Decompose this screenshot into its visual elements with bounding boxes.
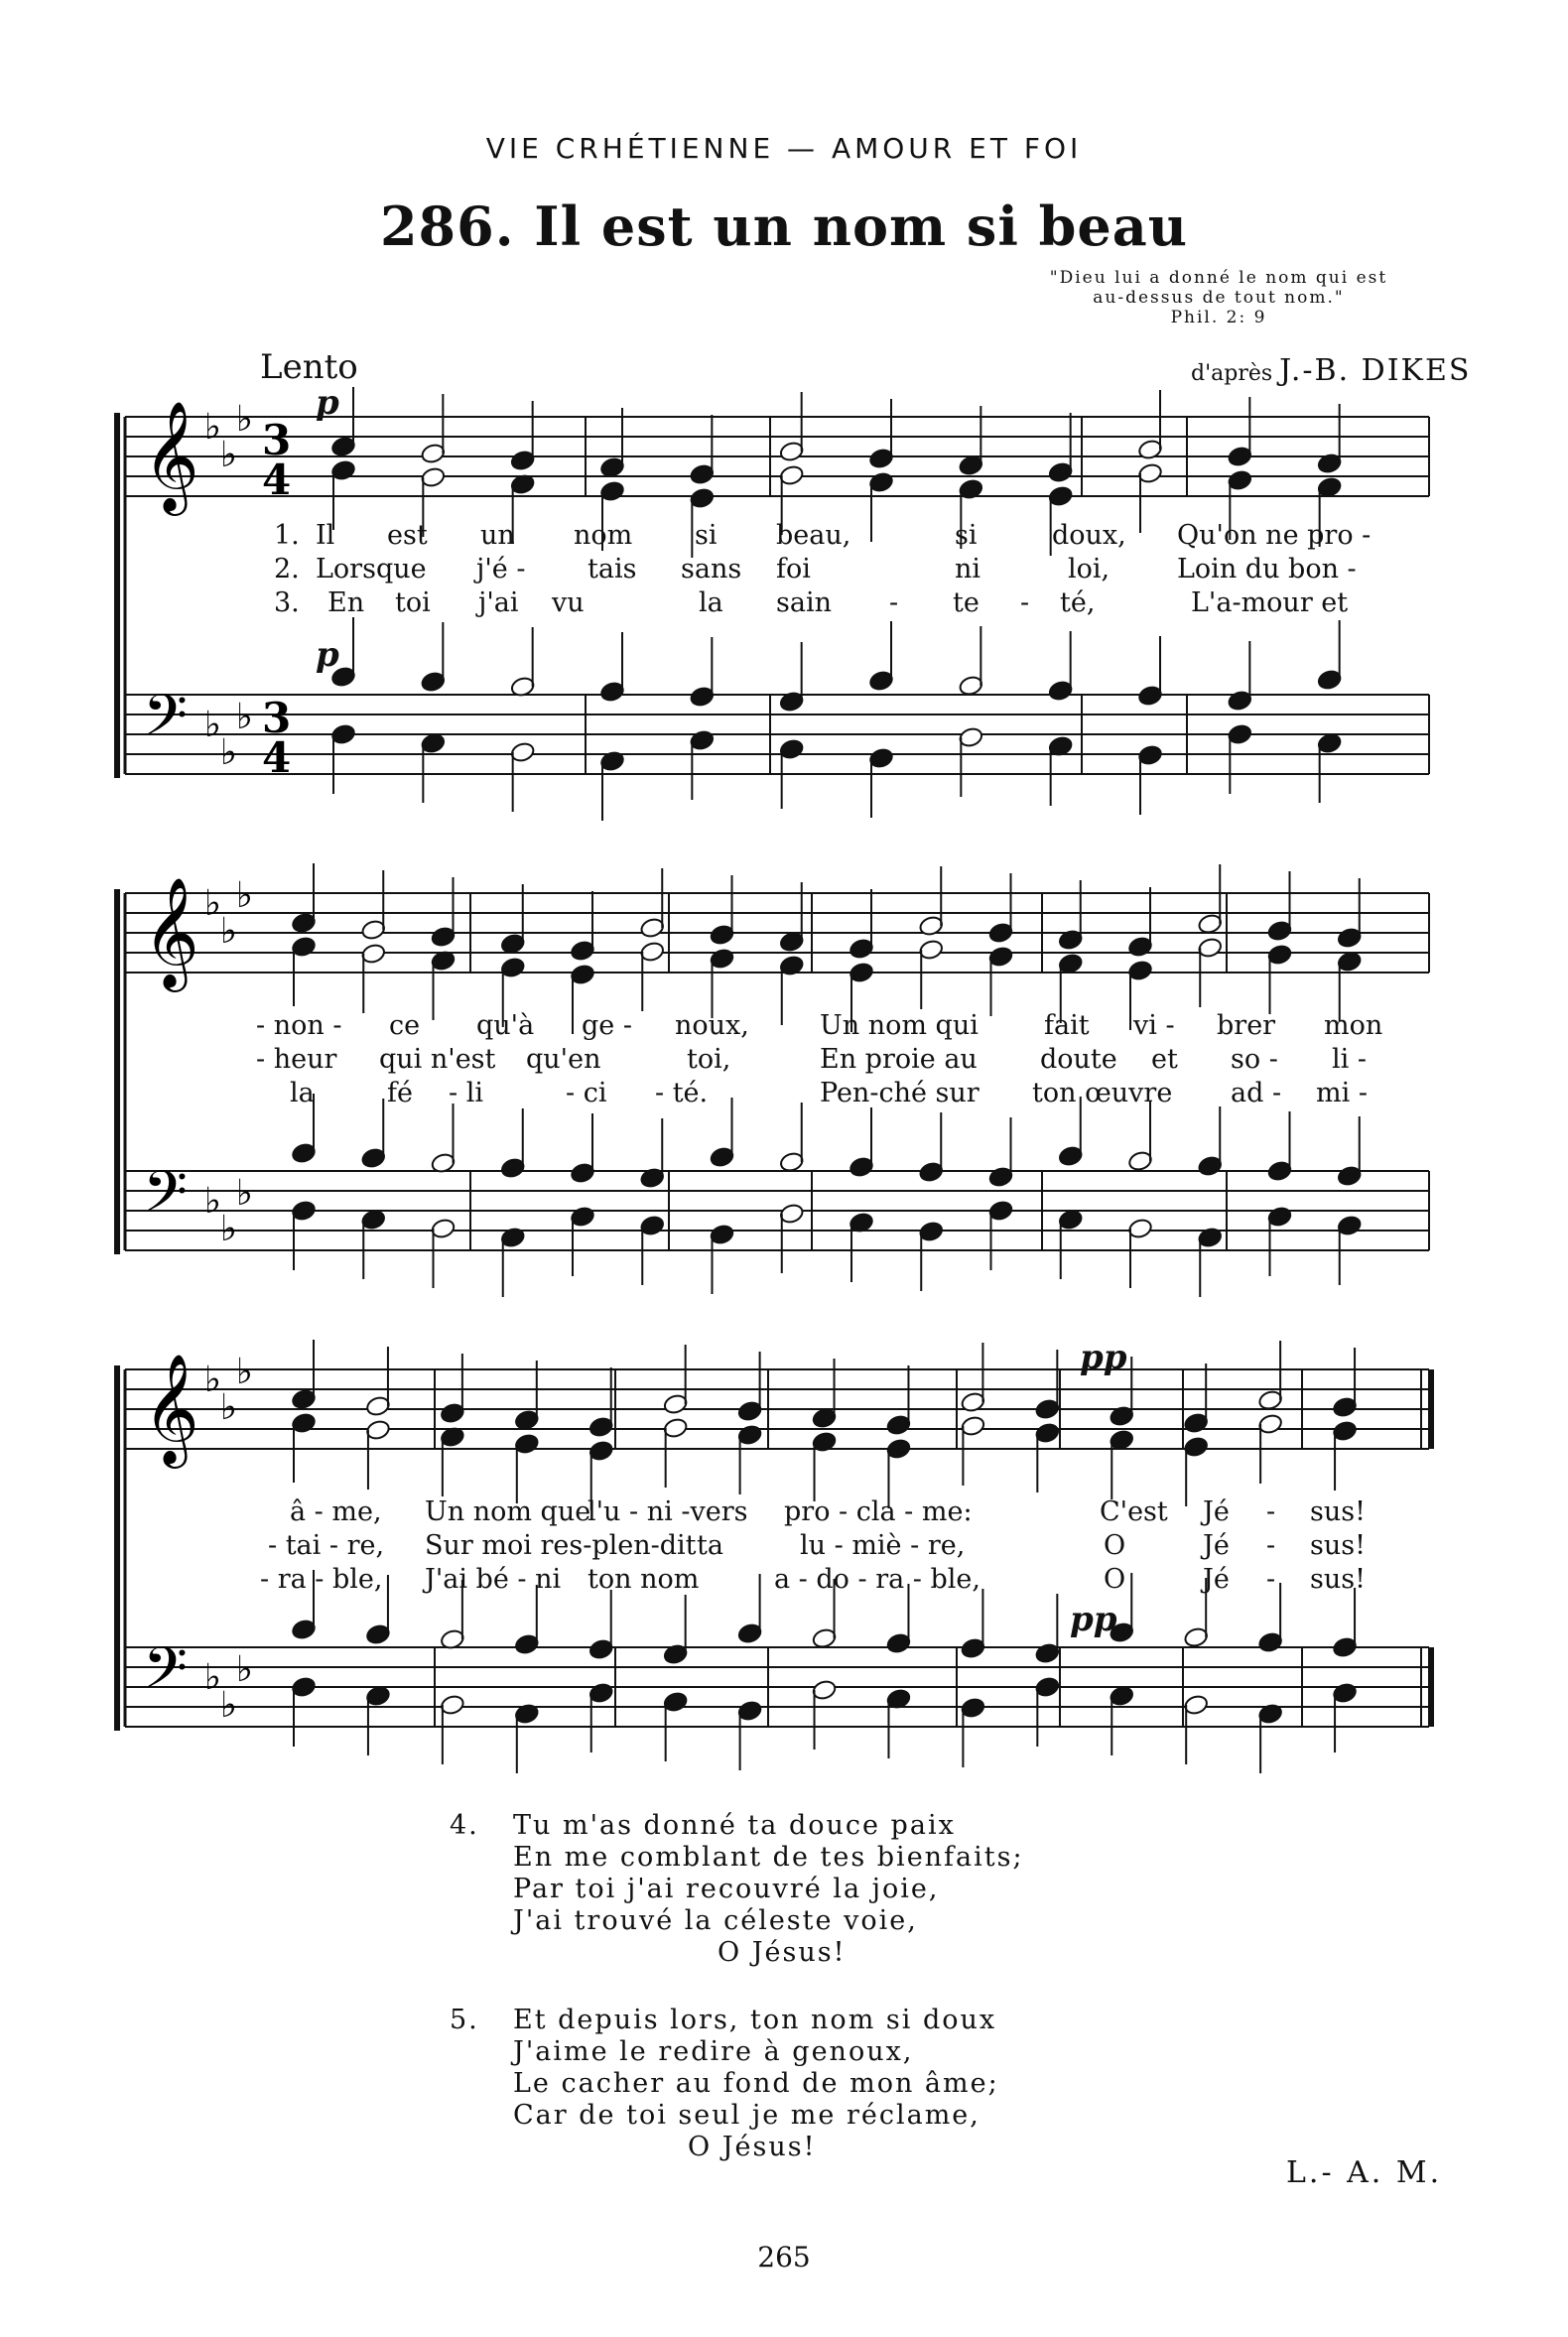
lyric: - ci	[566, 1078, 607, 1108]
lyric: Un nom que	[425, 1496, 591, 1527]
lyric: doux,	[1052, 520, 1126, 551]
lyric: vu	[552, 587, 585, 618]
lyric: sus!	[1310, 1496, 1366, 1527]
lyric: ta	[697, 1530, 723, 1561]
flat-sign: ♭	[204, 883, 221, 924]
verse-line: O Jésus!	[688, 2132, 817, 2162]
lyric: - té.	[655, 1078, 709, 1108]
lyric: Un nom qui	[820, 1010, 979, 1041]
lyric: brer	[1217, 1010, 1276, 1041]
lyric: ni	[955, 554, 981, 584]
lyric: foi	[776, 554, 811, 584]
lyric: Sur moi res-plen-dit	[425, 1530, 697, 1561]
verse-number: 5.	[450, 2005, 479, 2035]
lyric: 2.	[274, 554, 300, 584]
bass-clef: 𝄢	[143, 1634, 189, 1716]
lyric: J'ai bé - ni	[425, 1564, 562, 1595]
treble-clef: 𝄞	[143, 400, 199, 511]
flat-sign: ♭	[220, 435, 237, 475]
verse-line: Et depuis lors, ton nom si doux	[513, 2005, 997, 2035]
bass-clef: 𝄢	[143, 1158, 189, 1239]
lyric: nom	[574, 520, 633, 551]
dynamic-piano: p	[316, 383, 339, 423]
lyric: Pen-ché sur	[820, 1078, 980, 1108]
verse-line: Tu m'as donné ta douce paix	[513, 1810, 956, 1841]
lyric: si	[695, 520, 718, 551]
flat-sign: ♭	[204, 1360, 221, 1400]
lyric: En proie au	[820, 1044, 978, 1075]
time-signature: 3	[262, 694, 292, 742]
lyric: toi,	[687, 1044, 731, 1075]
lyric: te	[953, 587, 980, 618]
bass-clef: 𝄢	[143, 682, 189, 763]
tempo-marking: Lento	[260, 347, 358, 387]
composer-prefix: d'après	[1191, 361, 1273, 386]
time-signature: 4	[262, 733, 292, 782]
composer-name: J.-B. DIKES	[1279, 353, 1472, 388]
lyric: qui n'est	[379, 1044, 496, 1075]
lyric: sans	[681, 554, 742, 584]
time-signature: 4	[262, 455, 292, 504]
lyric: la	[290, 1078, 315, 1108]
lyric: Loin du bon -	[1177, 554, 1357, 584]
flat-sign: ♭	[220, 1685, 237, 1726]
lyric: sus!	[1310, 1564, 1366, 1595]
lyric: mon	[1324, 1010, 1383, 1041]
epigraph-line: au-dessus de tout nom."	[1093, 288, 1345, 308]
verse-5	[450, 2005, 1144, 2173]
flat-sign: ♭	[220, 911, 237, 952]
lyric: 1.	[274, 520, 300, 551]
lyric: En	[327, 587, 365, 618]
lyric: -	[1266, 1564, 1276, 1595]
lyric: Jé	[1203, 1530, 1230, 1561]
lyric: té,	[1060, 587, 1096, 618]
dynamic-piano: p	[316, 635, 339, 675]
page-number: 265	[757, 2241, 811, 2273]
lyric: vi -	[1133, 1010, 1175, 1041]
treble-clef: 𝄞	[143, 1353, 199, 1464]
lyric: qu'en	[526, 1044, 601, 1075]
lyric: fé	[387, 1078, 413, 1108]
lyric: pro - cla - me:	[784, 1496, 973, 1527]
flat-sign: ♭	[220, 1387, 237, 1428]
lyric: - tai - re,	[268, 1530, 385, 1561]
verse-line: Le cacher au fond de mon âme;	[513, 2068, 999, 2099]
lyric: â - me,	[290, 1496, 382, 1527]
dynamic-pianissimo: pp	[1070, 1600, 1117, 1639]
lyric: O	[1104, 1564, 1126, 1595]
hymn-title: 286. Il est un nom si beau	[379, 195, 1188, 258]
epigraph-reference: Phil. 2: 9	[1170, 308, 1267, 327]
lyric: doute	[1040, 1044, 1117, 1075]
lyric: Jé	[1203, 1564, 1230, 1595]
lyric: ce	[389, 1010, 421, 1041]
lyric: sain	[776, 587, 832, 618]
flat-sign: ♭	[204, 407, 221, 448]
flat-sign: ♭	[236, 1649, 253, 1690]
lyric: Lorsque	[316, 554, 427, 584]
lyric: li -	[1332, 1044, 1367, 1075]
lyric: L'a-mour et	[1191, 587, 1349, 618]
lyric: ge -	[582, 1010, 632, 1041]
verse-line: En me comblant de tes bienfaits;	[513, 1842, 1024, 1873]
lyric: et	[1151, 1044, 1178, 1075]
lyric: -	[1020, 587, 1030, 618]
flat-sign: ♭	[236, 399, 253, 440]
lyric: si	[955, 520, 978, 551]
lyric: j'ai	[478, 587, 519, 618]
lyric: - li	[449, 1078, 483, 1108]
treble-clef: 𝄞	[143, 876, 199, 987]
flat-sign: ♭	[204, 705, 221, 745]
flat-sign: ♭	[204, 1657, 221, 1698]
lyric: -	[889, 587, 899, 618]
lyric: beau,	[776, 520, 851, 551]
author-signature: L.- A. M.	[1286, 2155, 1443, 2190]
dynamic-pianissimo: pp	[1080, 1338, 1127, 1377]
lyric: sus!	[1310, 1530, 1366, 1561]
lyric: so -	[1231, 1044, 1278, 1075]
lyric: fait	[1044, 1010, 1090, 1041]
lyric: a - do - ra - ble,	[774, 1564, 980, 1595]
time-signature: 3	[262, 416, 292, 464]
lyric: mi -	[1316, 1078, 1368, 1108]
flat-sign: ♭	[220, 732, 237, 773]
lyric: tais	[588, 554, 637, 584]
lyric: la	[699, 587, 723, 618]
flat-sign: ♭	[204, 1181, 221, 1222]
lyric: lu - miè - re,	[800, 1530, 966, 1561]
lyric: j'é -	[476, 554, 526, 584]
flat-sign: ♭	[236, 1352, 253, 1392]
flat-sign: ♭	[220, 1209, 237, 1249]
lyric: Jé	[1203, 1496, 1230, 1527]
lyric: O	[1104, 1530, 1126, 1561]
lyric: ton œuvre	[1032, 1078, 1173, 1108]
lyric: - ra - ble,	[260, 1564, 383, 1595]
lyric: toi	[395, 587, 431, 618]
verse-4	[450, 1810, 1144, 1979]
section-heading: VIE CRHÉTIENNE — AMOUR ET FOI	[485, 132, 1083, 165]
verse-line: Par toi j'ai recouvré la joie,	[513, 1874, 940, 1904]
lyric: C'est	[1100, 1496, 1168, 1527]
verse-number: 4.	[450, 1810, 479, 1841]
lyric: est	[387, 520, 428, 551]
lyric: l'u - ni -vers	[588, 1496, 748, 1527]
lyric: ton nom	[588, 1564, 700, 1595]
lyric: Il	[316, 520, 335, 551]
verse-line: O Jésus!	[718, 1937, 847, 1968]
lyric: noux,	[675, 1010, 749, 1041]
flat-sign: ♭	[236, 697, 253, 737]
flat-sign: ♭	[236, 875, 253, 916]
lyric: - heur	[256, 1044, 337, 1075]
lyric: -	[1266, 1530, 1276, 1561]
lyric: Qu'on ne pro -	[1177, 520, 1372, 551]
verse-line: J'ai trouvé la céleste voie,	[513, 1905, 918, 1936]
verse-line: Car de toi seul je me réclame,	[513, 2100, 980, 2131]
flat-sign: ♭	[236, 1173, 253, 1214]
lyric: - non -	[256, 1010, 342, 1041]
lyric: 3.	[274, 587, 300, 618]
lyric: ad -	[1231, 1078, 1282, 1108]
verse-line: J'aime le redire à genoux,	[513, 2036, 914, 2067]
lyric: un	[480, 520, 515, 551]
epigraph-line: "Dieu lui a donné le nom qui est	[1049, 268, 1388, 288]
lyric: -	[1266, 1496, 1276, 1527]
lyric: loi,	[1068, 554, 1111, 584]
lyric: qu'à	[476, 1010, 535, 1041]
